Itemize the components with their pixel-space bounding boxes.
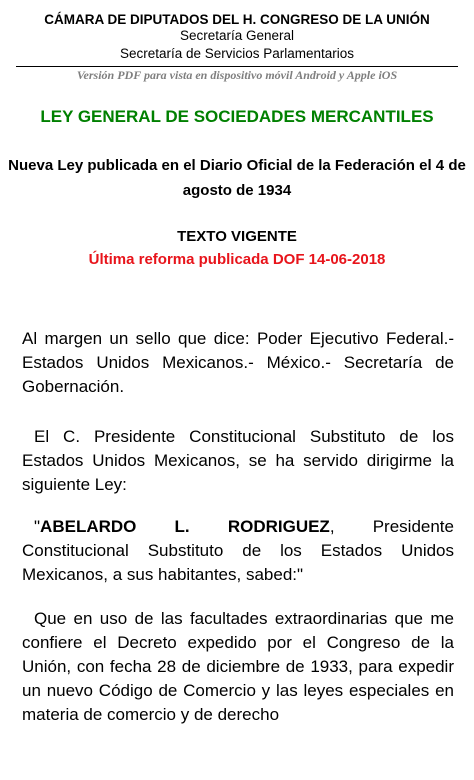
mobile-version-note: Versión PDF para vista en dispositivo móvil Android y Apple iOS (76, 68, 398, 82)
chamber-name: CÁMARA DE DIPUTADOS DEL H. CONGRESO DE LA UNIÓN (44, 12, 430, 27)
last-reform-label: Última reforma publicada DOF 14-06-2018 (88, 251, 386, 268)
paragraph-decree-header (22, 515, 454, 587)
status-label: TEXTO VIGENTE (177, 228, 297, 245)
publication-text: Nueva Ley publicada en el Diario Oficial de la Federación el 4 de agosto de 1934 (8, 157, 466, 199)
publication-note (0, 153, 474, 203)
paragraph-faculties: Que en uso de las facultades extraordinarias que me confiere el Decreto expedido por el Congreso de la Unión, con fecha 28 de diciembre de 1933, para expedir un nuevo Código de Comercio y las leyes especiales en materia de comercio y de derecho (22, 609, 454, 724)
law-title: LEY GENERAL DE SOCIEDADES MERCANTILES (40, 107, 434, 126)
general-secretariat: Secretaría General (179, 28, 295, 43)
parliamentary-services: Secretaría de Servicios Parlamentarios (119, 46, 355, 61)
president-name: ABELARDO L. RODRIGUEZ (40, 517, 330, 536)
decree-header-rest: , Presidente Constitucional Substituto de los Estados Unidos Mexicanos, a sus habitantes, sabed:" (22, 517, 454, 584)
paragraph-president: El C. Presidente Constitucional Substituto de los Estados Unidos Mexicanos, se ha servido dirigirme la siguiente Ley: (22, 427, 454, 494)
document-header (0, 0, 474, 63)
paragraph-seal: Al margen un sello que dice: Poder Ejecutivo Federal.- Estados Unidos Mexicanos.- México.- Secretaría de Gobernación. (22, 329, 454, 396)
quote-open: " (34, 517, 41, 536)
